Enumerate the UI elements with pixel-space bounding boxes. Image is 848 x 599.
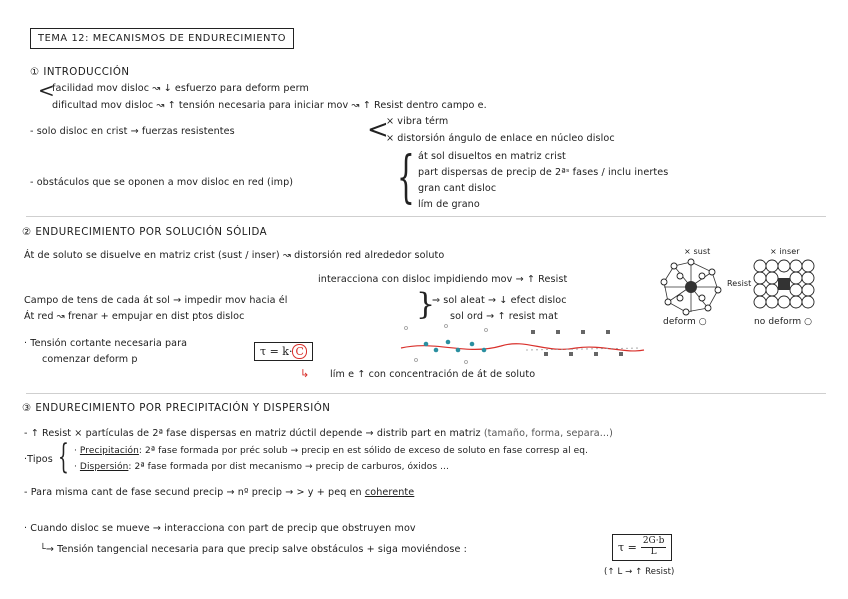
precip-line-4: └→ Tensión tangencial necesaria para que precip salve obstáculos + siga moviéndose :: [40, 544, 467, 555]
red-arrow: ↳: [300, 367, 310, 380]
label-inser: × inser: [770, 247, 800, 256]
tipo-precipitacion: · Precipitación: 2ª fase formada por préc solub → precip en est sólido de exceso de soluto en fase corresp al eq.: [74, 446, 589, 456]
precip-line-3: · Cuando disloc se mueve → interacciona con part de precip que obstruyen mov: [24, 523, 416, 534]
precip-line-2-text: - Para misma cant de fase secund precip → nº precip → > y + peq en: [24, 487, 362, 498]
label-no-deform: no deform ○: [754, 317, 813, 327]
dislocation-sketch: [396, 320, 646, 368]
divider-2: [26, 393, 826, 394]
formula-tau-orowan: [612, 534, 672, 561]
tipos-label: ·Tipos: [24, 454, 53, 465]
dispersion-text: : 2ª fase formada por dist mecanismo → precip de carburos, óxidos ...: [128, 462, 449, 472]
formula-tau-kc: [254, 342, 313, 361]
obstacle-1: át sol disueltos en matriz crist: [418, 151, 566, 162]
shear-line-1: · Tensión cortante necesaria para: [24, 338, 188, 349]
coherente-word: coherente: [364, 487, 415, 498]
divider-1: [26, 216, 826, 217]
solution-line-3: Campo de tens de cada át sol → impedir mov hacia él: [24, 295, 288, 306]
solution-line-4: Át red ↝ frenar + empujar en dist ptos disloc: [24, 311, 245, 322]
section-3-heading: ③ ENDURECIMIENTO POR PRECIPITACIÓN Y DISPERSIÓN: [22, 403, 331, 414]
precip-line-1-note: (tamaño, forma, separa...): [483, 428, 614, 439]
obstacles-brace: {: [397, 145, 415, 210]
obstacle-3: gran cant disloc: [418, 183, 497, 194]
label-deform: deform ○: [663, 317, 707, 327]
limit-note: lím e ↑ con concentración de át de soluto: [330, 369, 536, 380]
page-title: TEMA 12: MECANISMOS DE ENDURECIMIENTO: [30, 28, 294, 49]
obstacle-2: part dispersas de precip de 2ªˢ fases / inclu inertes: [418, 167, 669, 178]
label-resist: Resist: [727, 279, 752, 288]
label-sust: × sust: [684, 247, 711, 256]
formula-denominator: L: [650, 546, 657, 557]
intro-distorsion: × distorsión ángulo de enlace en núcleo disloc: [386, 133, 615, 144]
substitutional-lattice: [660, 258, 722, 316]
intro-line-2: dificultad mov disloc ↝ ↑ tensión necesaria para iniciar mov ↝ ↑ Resist dentro campo e.: [52, 100, 487, 111]
precip-line-1: [24, 429, 613, 439]
resist-note: (↑ L → ↑ Resist): [604, 567, 675, 577]
dispersion-label: Dispersión: [79, 462, 129, 472]
solution-aleat: ⇒ sol aleat → ↓ efect disloc: [432, 295, 567, 306]
intro-line-1: facilidad mov disloc ↝ ↓ esfuerzo para deform perm: [52, 83, 309, 94]
intro-line-4: - obstáculos que se oponen a mov disloc en red (imp): [30, 177, 294, 188]
precipitacion-label: Precipitación: [79, 446, 139, 456]
resist-brace: <: [367, 115, 389, 145]
interstitial-lattice: [752, 258, 818, 314]
solution-ord: sol ord → ↑ resist mat: [450, 311, 558, 322]
formula-tau-kc-left: τ = k·: [260, 345, 293, 358]
section-1-heading: ① INTRODUCCIÓN: [30, 67, 130, 78]
obstacle-4: lím de grano: [418, 199, 480, 210]
intro-vibra: × vibra térm: [386, 116, 449, 127]
section-1-brace: <: [38, 78, 55, 102]
shear-line-2: comenzar deform p: [42, 354, 138, 365]
section-2-heading: ② ENDURECIMIENTO POR SOLUCIÓN SÓLIDA: [22, 227, 268, 238]
tipos-brace: {: [58, 437, 69, 477]
formula-concentration: C: [292, 344, 306, 359]
formula-numerator: 2G·b: [642, 536, 665, 546]
precip-line-2: [24, 488, 414, 498]
intro-line-3: - solo disloc en crist → fuerzas resistentes: [30, 126, 235, 137]
solution-line-1: Át de soluto se disuelve en matriz crist (sust / inser) ↝ distorsión red alrededor soluto: [24, 250, 445, 261]
formula-tau-label: τ =: [618, 540, 637, 554]
precipitacion-text: : 2ª fase formada por préc solub → precip en est sólido de exceso de soluto en fase corresp al eq.: [138, 446, 589, 456]
solution-brace: }: [416, 287, 436, 322]
precip-line-1-text: - ↑ Resist × partículas de 2ª fase dispersas en matriz dúctil depende → distrib part en matriz: [24, 428, 481, 439]
solution-line-2: interacciona con disloc impidiendo mov → ↑ Resist: [318, 274, 568, 285]
tipo-dispersion: · Dispersión: 2ª fase formada por dist mecanismo → precip de carburos, óxidos ...: [74, 462, 449, 472]
